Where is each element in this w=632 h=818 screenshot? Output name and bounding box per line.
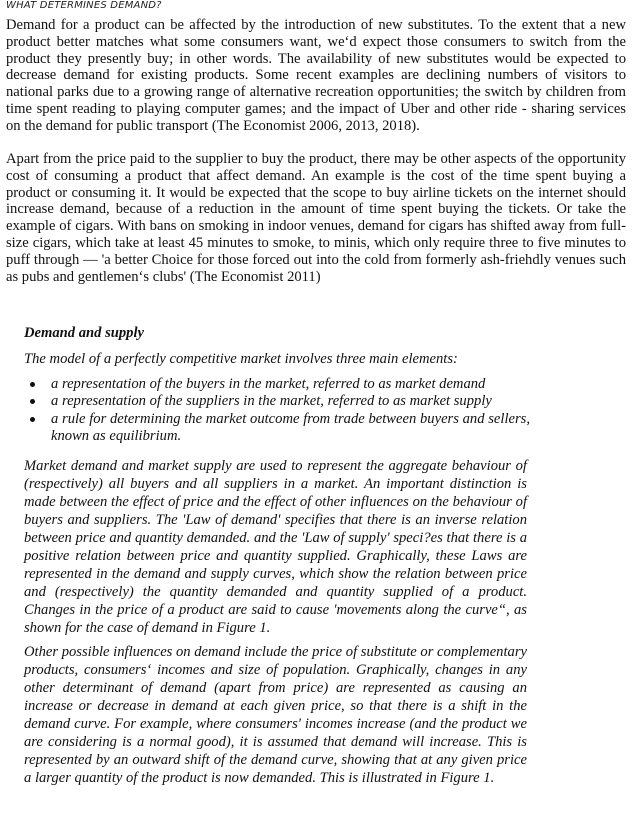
bullet-icon: [30, 417, 35, 422]
paragraph-opportunity-cost: Apart from the price paid to the supplier to buy the product, there may be other aspects of the opportunity cost of consuming a product that affect demand. An example is the cost of the time spent buying a product or consuming it. It would be expected that the scope to buy airline tickets on the internet should increase demand, because of a reduction in the amount of time spent buying the tickets. Or take the example of cigars. With bans on smoking in indoor venues, demand for cigars has shifted away from full-size cigars, which take at least 45 minutes to smoke, to minis, which only require three to five minutes to puff through — 'a better Choice for those forced out into the cold from formerly ash-friehdly venues such as pubs and gentlemen‘s clubs' (The Economist 2011): [6, 151, 626, 285]
bullet-icon: [30, 399, 35, 404]
box-intro: The model of a perfectly competitive market involves three main elements:: [24, 351, 458, 367]
bullet-icon: [30, 382, 35, 387]
paragraph-market-demand-supply: Market demand and market supply are used to represent the aggregate behaviour of (respectively) all buyers and all suppliers in a market. An important distinction is made between the effect of price and the effect of other influences on the behaviour of buyers and suppliers. The 'Law of demand' specifies that there is an inverse relation between price and quantity demanded. and the 'Law of supply' speci?es that there is a positive relation between price and quantity supplied. Graphically, these Laws are represented in the demand and supply curves, which show the relation between price and (respectively) the quantity demanded and quantity supplied of a product. Changes in the price of a product are said to cause 'movements along the curve“, as shown for the case of demand in Figure 1.: [24, 458, 527, 636]
list-item-text: a representation of the suppliers in the market, referred to as market supply: [51, 393, 492, 410]
list-item-text: a rule for determining the market outcome from trade between buyers and sellers, known as equilibrium.: [51, 410, 530, 445]
box-title: Demand and supply: [24, 325, 145, 341]
list-item: [24, 393, 530, 410]
list-item: [24, 411, 530, 446]
elements-list: [24, 376, 530, 446]
list-item: [24, 376, 530, 393]
list-item-text: a representation of the buyers in the market, referred to as market demand: [51, 376, 486, 392]
section-heading: WHAT DETERMINES DEMAND?: [6, 0, 162, 11]
paragraph-other-influences: Other possible influences on demand include the price of substitute or complementary products, consumers‘ incomes and size of population. Graphically, changes in any other determinant of demand (apart from price) are represented as causing an increase or decrease in demand at each given price, so that there is a shift in the demand curve. For example, where consumers' incomes increase (and the product we are considering is a normal good), it is assumed that demand will increase. This is represented by an outward shift of the demand curve, showing that at any given price a larger quantity of the product is now demanded. This is illustrated in Figure 1.: [24, 644, 527, 786]
paragraph-substitutes: Demand for a product can be affected by the introduction of new substitutes. To the extent that a new product better matches what some consumers want, we‘d expect those consumers to switch from the product they presently buy; in other words. The availability of new substitutes would be expected to decrease demand for existing products. Some recent examples are declining numbers of visitors to national parks due to a growing range of alternative recreation opportunities; the switch by children from time spent reading to playing computer games; and the impact of Uber and other ride - sharing services on the demand for public transport (The Economist 2006, 2013, 2018).: [6, 17, 626, 134]
